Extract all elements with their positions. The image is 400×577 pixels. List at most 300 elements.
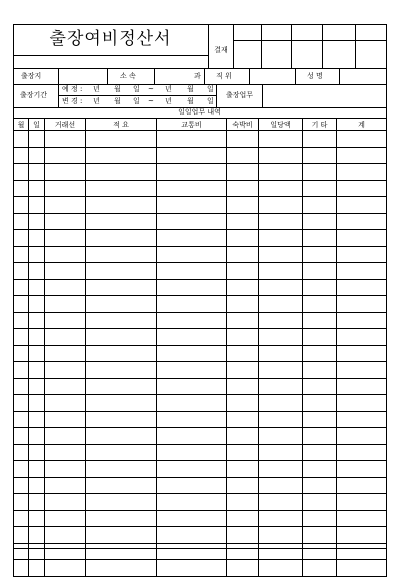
expense-detail-table [13, 118, 387, 577]
affiliation-label: 소 속 [120, 72, 136, 80]
table-cell-other[interactable] [303, 263, 337, 280]
table-cell-month[interactable] [14, 411, 29, 428]
table-cell-client[interactable] [45, 411, 86, 428]
table-cell-description[interactable] [86, 213, 157, 230]
table-cell-description[interactable] [86, 395, 157, 412]
table-cell-month[interactable] [14, 197, 29, 214]
table-cell-month[interactable] [14, 477, 29, 494]
table-cell-other[interactable] [303, 329, 337, 346]
table-cell-other[interactable] [303, 444, 337, 461]
table-cell-description[interactable] [86, 164, 157, 181]
table-cell-lodging[interactable] [227, 197, 259, 214]
table-cell-lodging[interactable] [227, 230, 259, 247]
table-cell-day[interactable] [29, 345, 45, 362]
table-cell-client[interactable] [45, 213, 86, 230]
table-cell-transport[interactable] [157, 131, 227, 148]
table-cell-month[interactable] [14, 560, 29, 577]
table-cell-total[interactable] [337, 444, 387, 461]
table-cell-month[interactable] [14, 345, 29, 362]
table-row [14, 279, 387, 296]
table-cell-other[interactable] [303, 197, 337, 214]
table-cell-per-diem[interactable] [259, 246, 303, 263]
table-cell-lodging[interactable] [227, 296, 259, 313]
table-row [14, 378, 387, 395]
table-cell-transport[interactable] [157, 329, 227, 346]
table-cell-lodging[interactable] [227, 560, 259, 577]
table-cell-lodging[interactable] [227, 263, 259, 280]
table-cell-total[interactable] [337, 329, 387, 346]
table-cell-description[interactable] [86, 263, 157, 280]
changed-year-1: 년 [93, 97, 100, 105]
table-cell-client[interactable] [45, 477, 86, 494]
table-cell-description[interactable] [86, 477, 157, 494]
table-cell-client[interactable] [45, 560, 86, 577]
table-cell-client[interactable] [45, 230, 86, 247]
changed-sep: ~ [148, 97, 154, 105]
table-cell-total[interactable] [337, 147, 387, 164]
table-cell-other[interactable] [303, 296, 337, 313]
table-cell-other[interactable] [303, 131, 337, 148]
table-cell-client[interactable] [45, 494, 86, 511]
divider [204, 68, 205, 84]
table-cell-description[interactable] [86, 279, 157, 296]
table-cell-description[interactable] [86, 329, 157, 346]
table-cell-other[interactable] [303, 180, 337, 197]
table-cell-other[interactable] [303, 312, 337, 329]
approval-sign-box-4[interactable] [323, 41, 354, 67]
table-cell-per-diem[interactable] [259, 543, 303, 560]
table-cell-per-diem[interactable] [259, 263, 303, 280]
column-header-other: 기 타 [303, 119, 337, 131]
table-cell-client[interactable] [45, 263, 86, 280]
trip-duty-field[interactable] [263, 85, 385, 106]
table-cell-total[interactable] [337, 510, 387, 527]
table-cell-transport[interactable] [157, 279, 227, 296]
table-cell-total[interactable] [337, 246, 387, 263]
table-cell-client[interactable] [45, 329, 86, 346]
table-cell-total[interactable] [337, 345, 387, 362]
table-cell-client[interactable] [45, 312, 86, 329]
table-cell-transport[interactable] [157, 362, 227, 379]
table-cell-client[interactable] [45, 362, 86, 379]
approval-sign-box-1[interactable] [234, 41, 260, 67]
table-cell-total[interactable] [337, 461, 387, 478]
table-cell-client[interactable] [45, 543, 86, 560]
table-cell-transport[interactable] [157, 345, 227, 362]
table-cell-day[interactable] [29, 213, 45, 230]
table-cell-lodging[interactable] [227, 147, 259, 164]
table-cell-month[interactable] [14, 147, 29, 164]
table-cell-description[interactable] [86, 494, 157, 511]
table-cell-per-diem[interactable] [259, 164, 303, 181]
table-cell-client[interactable] [45, 527, 86, 544]
table-cell-day[interactable] [29, 527, 45, 544]
table-cell-per-diem[interactable] [259, 147, 303, 164]
affiliation-field[interactable] [155, 69, 194, 83]
planned-day-2: 일 [207, 85, 214, 93]
approval-sign-box-5[interactable] [356, 41, 385, 67]
table-cell-lodging[interactable] [227, 461, 259, 478]
table-cell-other[interactable] [303, 510, 337, 527]
table-cell-other[interactable] [303, 560, 337, 577]
table-cell-transport[interactable] [157, 461, 227, 478]
table-cell-day[interactable] [29, 263, 45, 280]
table-cell-other[interactable] [303, 246, 337, 263]
table-cell-other[interactable] [303, 395, 337, 412]
table-cell-day[interactable] [29, 329, 45, 346]
table-row [14, 246, 387, 263]
form-title: 출장여비정산서 [49, 29, 172, 49]
table-cell-month[interactable] [14, 378, 29, 395]
table-row [14, 345, 387, 362]
table-cell-month[interactable] [14, 279, 29, 296]
table-cell-description[interactable] [86, 362, 157, 379]
table-cell-per-diem[interactable] [259, 461, 303, 478]
table-cell-lodging[interactable] [227, 543, 259, 560]
table-cell-client[interactable] [45, 296, 86, 313]
table-cell-client[interactable] [45, 246, 86, 263]
table-cell-month[interactable] [14, 180, 29, 197]
table-cell-other[interactable] [303, 230, 337, 247]
table-cell-transport[interactable] [157, 444, 227, 461]
table-cell-description[interactable] [86, 230, 157, 247]
table-cell-other[interactable] [303, 411, 337, 428]
name-field[interactable] [340, 69, 385, 83]
table-cell-total[interactable] [337, 164, 387, 181]
table-cell-client[interactable] [45, 131, 86, 148]
table-cell-other[interactable] [303, 279, 337, 296]
table-cell-per-diem[interactable] [259, 510, 303, 527]
table-cell-other[interactable] [303, 378, 337, 395]
table-cell-transport[interactable] [157, 378, 227, 395]
table-cell-lodging[interactable] [227, 411, 259, 428]
changed-day-2: 일 [207, 97, 214, 105]
table-cell-per-diem[interactable] [259, 477, 303, 494]
changed-year-2: 년 [165, 97, 172, 105]
table-cell-other[interactable] [303, 543, 337, 560]
table-cell-description[interactable] [86, 543, 157, 560]
planned-year-2: 년 [165, 85, 172, 93]
table-cell-month[interactable] [14, 428, 29, 445]
table-cell-lodging[interactable] [227, 395, 259, 412]
table-cell-per-diem[interactable] [259, 444, 303, 461]
table-cell-transport[interactable] [157, 395, 227, 412]
table-cell-total[interactable] [337, 543, 387, 560]
table-cell-description[interactable] [86, 527, 157, 544]
table-cell-per-diem[interactable] [259, 180, 303, 197]
approval-sign-box-3[interactable] [292, 41, 321, 67]
table-cell-month[interactable] [14, 296, 29, 313]
planned-month-1: 월 [114, 85, 121, 93]
table-cell-lodging[interactable] [227, 131, 259, 148]
table-cell-month[interactable] [14, 543, 29, 560]
table-cell-day[interactable] [29, 378, 45, 395]
planned-label: 예 정 : [62, 85, 83, 93]
planned-sep: ~ [148, 85, 154, 93]
table-cell-client[interactable] [45, 428, 86, 445]
table-cell-description[interactable] [86, 461, 157, 478]
table-cell-per-diem[interactable] [259, 131, 303, 148]
table-cell-client[interactable] [45, 279, 86, 296]
table-row [14, 395, 387, 412]
table-cell-total[interactable] [337, 527, 387, 544]
table-row [14, 131, 387, 148]
trip-place-field[interactable] [59, 69, 106, 83]
planned-year-1: 년 [93, 85, 100, 93]
table-cell-other[interactable] [303, 428, 337, 445]
table-cell-total[interactable] [337, 263, 387, 280]
expense-form [13, 24, 387, 549]
table-cell-transport[interactable] [157, 296, 227, 313]
table-cell-transport[interactable] [157, 197, 227, 214]
table-cell-month[interactable] [14, 263, 29, 280]
table-cell-other[interactable] [303, 147, 337, 164]
table-cell-day[interactable] [29, 164, 45, 181]
table-cell-day[interactable] [29, 312, 45, 329]
table-cell-total[interactable] [337, 395, 387, 412]
table-cell-per-diem[interactable] [259, 345, 303, 362]
table-cell-lodging[interactable] [227, 164, 259, 181]
table-cell-description[interactable] [86, 444, 157, 461]
table-cell-total[interactable] [337, 230, 387, 247]
table-cell-day[interactable] [29, 131, 45, 148]
table-cell-transport[interactable] [157, 180, 227, 197]
table-cell-description[interactable] [86, 180, 157, 197]
table-cell-lodging[interactable] [227, 246, 259, 263]
table-cell-lodging[interactable] [227, 213, 259, 230]
table-cell-transport[interactable] [157, 164, 227, 181]
position-field[interactable] [250, 69, 294, 83]
table-cell-per-diem[interactable] [259, 395, 303, 412]
table-cell-per-diem[interactable] [259, 312, 303, 329]
table-cell-lodging[interactable] [227, 527, 259, 544]
table-cell-client[interactable] [45, 197, 86, 214]
table-cell-transport[interactable] [157, 527, 227, 544]
table-cell-client[interactable] [45, 444, 86, 461]
table-cell-client[interactable] [45, 510, 86, 527]
table-cell-total[interactable] [337, 213, 387, 230]
table-cell-day[interactable] [29, 362, 45, 379]
table-cell-per-diem[interactable] [259, 378, 303, 395]
table-cell-lodging[interactable] [227, 477, 259, 494]
table-row [14, 444, 387, 461]
table-cell-transport[interactable] [157, 263, 227, 280]
table-row [14, 263, 387, 280]
table-cell-lodging[interactable] [227, 362, 259, 379]
table-cell-month[interactable] [14, 312, 29, 329]
table-row [14, 230, 387, 247]
table-cell-per-diem[interactable] [259, 527, 303, 544]
table-cell-day[interactable] [29, 428, 45, 445]
table-cell-description[interactable] [86, 428, 157, 445]
column-header-client: 거래선 [45, 119, 86, 131]
table-cell-month[interactable] [14, 213, 29, 230]
table-cell-client[interactable] [45, 180, 86, 197]
table-cell-month[interactable] [14, 329, 29, 346]
table-cell-other[interactable] [303, 461, 337, 478]
table-cell-transport[interactable] [157, 246, 227, 263]
table-cell-total[interactable] [337, 362, 387, 379]
table-cell-transport[interactable] [157, 477, 227, 494]
table-cell-transport[interactable] [157, 510, 227, 527]
table-cell-lodging[interactable] [227, 312, 259, 329]
table-cell-transport[interactable] [157, 213, 227, 230]
table-cell-day[interactable] [29, 395, 45, 412]
divider [295, 68, 296, 84]
table-cell-other[interactable] [303, 362, 337, 379]
column-header-description: 적 요 [86, 119, 157, 131]
trip-place-label: 출장지 [21, 72, 42, 80]
table-cell-per-diem[interactable] [259, 279, 303, 296]
table-cell-total[interactable] [337, 378, 387, 395]
table-cell-total[interactable] [337, 180, 387, 197]
table-cell-day[interactable] [29, 279, 45, 296]
table-cell-lodging[interactable] [227, 180, 259, 197]
table-cell-lodging[interactable] [227, 494, 259, 511]
table-cell-month[interactable] [14, 131, 29, 148]
planned-day-1: 일 [133, 85, 140, 93]
table-cell-other[interactable] [303, 477, 337, 494]
table-cell-other[interactable] [303, 494, 337, 511]
table-cell-client[interactable] [45, 378, 86, 395]
table-cell-description[interactable] [86, 312, 157, 329]
table-cell-transport[interactable] [157, 560, 227, 577]
table-cell-per-diem[interactable] [259, 296, 303, 313]
table-cell-day[interactable] [29, 147, 45, 164]
table-cell-transport[interactable] [157, 230, 227, 247]
table-cell-per-diem[interactable] [259, 362, 303, 379]
table-cell-other[interactable] [303, 164, 337, 181]
table-cell-total[interactable] [337, 428, 387, 445]
table-cell-day[interactable] [29, 444, 45, 461]
table-cell-per-diem[interactable] [259, 197, 303, 214]
table-cell-day[interactable] [29, 461, 45, 478]
table-cell-client[interactable] [45, 461, 86, 478]
divider [58, 95, 216, 96]
table-cell-total[interactable] [337, 312, 387, 329]
table-cell-description[interactable] [86, 197, 157, 214]
table-cell-other[interactable] [303, 213, 337, 230]
table-cell-day[interactable] [29, 560, 45, 577]
table-cell-description[interactable] [86, 378, 157, 395]
table-cell-day[interactable] [29, 510, 45, 527]
table-cell-month[interactable] [14, 510, 29, 527]
table-cell-description[interactable] [86, 411, 157, 428]
column-header-transport: 교통비 [157, 119, 227, 131]
table-cell-per-diem[interactable] [259, 230, 303, 247]
table-cell-per-diem[interactable] [259, 494, 303, 511]
table-cell-day[interactable] [29, 296, 45, 313]
table-cell-month[interactable] [14, 230, 29, 247]
table-cell-client[interactable] [45, 395, 86, 412]
table-cell-month[interactable] [14, 527, 29, 544]
table-row [14, 296, 387, 313]
department-suffix: 과 [194, 72, 201, 80]
table-cell-month[interactable] [14, 461, 29, 478]
table-cell-description[interactable] [86, 147, 157, 164]
table-cell-client[interactable] [45, 345, 86, 362]
table-row [14, 477, 387, 494]
daily-section-label: 일일업무 내역 [178, 108, 221, 116]
table-cell-lodging[interactable] [227, 378, 259, 395]
table-cell-month[interactable] [14, 362, 29, 379]
table-cell-per-diem[interactable] [259, 411, 303, 428]
table-cell-lodging[interactable] [227, 428, 259, 445]
table-cell-day[interactable] [29, 477, 45, 494]
divider [216, 84, 217, 107]
table-cell-total[interactable] [337, 197, 387, 214]
table-cell-day[interactable] [29, 197, 45, 214]
table-row [14, 213, 387, 230]
table-cell-other[interactable] [303, 527, 337, 544]
table-cell-day[interactable] [29, 543, 45, 560]
table-row [14, 164, 387, 181]
table-cell-description[interactable] [86, 510, 157, 527]
table-cell-per-diem[interactable] [259, 329, 303, 346]
table-cell-transport[interactable] [157, 312, 227, 329]
table-cell-month[interactable] [14, 395, 29, 412]
position-label: 직 위 [216, 72, 232, 80]
table-cell-lodging[interactable] [227, 510, 259, 527]
trip-duty-label: 출장업무 [226, 91, 254, 99]
table-cell-total[interactable] [337, 296, 387, 313]
divider [107, 68, 108, 84]
table-cell-lodging[interactable] [227, 329, 259, 346]
changed-label: 변 경 : [62, 97, 83, 105]
table-cell-transport[interactable] [157, 147, 227, 164]
table-cell-total[interactable] [337, 477, 387, 494]
table-cell-transport[interactable] [157, 428, 227, 445]
table-cell-month[interactable] [14, 164, 29, 181]
table-cell-description[interactable] [86, 560, 157, 577]
table-cell-transport[interactable] [157, 494, 227, 511]
table-cell-per-diem[interactable] [259, 213, 303, 230]
table-cell-day[interactable] [29, 230, 45, 247]
table-cell-client[interactable] [45, 164, 86, 181]
table-cell-lodging[interactable] [227, 279, 259, 296]
table-cell-total[interactable] [337, 494, 387, 511]
column-header-lodging: 숙박비 [227, 119, 259, 131]
table-cell-per-diem[interactable] [259, 560, 303, 577]
table-cell-day[interactable] [29, 246, 45, 263]
table-cell-total[interactable] [337, 131, 387, 148]
table-cell-day[interactable] [29, 180, 45, 197]
table-row [14, 362, 387, 379]
table-cell-client[interactable] [45, 147, 86, 164]
table-cell-description[interactable] [86, 345, 157, 362]
table-cell-lodging[interactable] [227, 345, 259, 362]
table-cell-lodging[interactable] [227, 444, 259, 461]
table-cell-total[interactable] [337, 560, 387, 577]
table-header-row [14, 119, 387, 131]
table-cell-description[interactable] [86, 131, 157, 148]
table-cell-month[interactable] [14, 444, 29, 461]
approval-sign-box-2[interactable] [262, 41, 290, 67]
table-cell-month[interactable] [14, 494, 29, 511]
table-cell-transport[interactable] [157, 543, 227, 560]
table-cell-month[interactable] [14, 246, 29, 263]
table-cell-transport[interactable] [157, 411, 227, 428]
table-cell-total[interactable] [337, 411, 387, 428]
table-cell-per-diem[interactable] [259, 428, 303, 445]
table-row [14, 312, 387, 329]
table-cell-description[interactable] [86, 296, 157, 313]
table-cell-description[interactable] [86, 246, 157, 263]
table-cell-other[interactable] [303, 345, 337, 362]
table-cell-day[interactable] [29, 411, 45, 428]
table-cell-day[interactable] [29, 494, 45, 511]
table-cell-total[interactable] [337, 279, 387, 296]
